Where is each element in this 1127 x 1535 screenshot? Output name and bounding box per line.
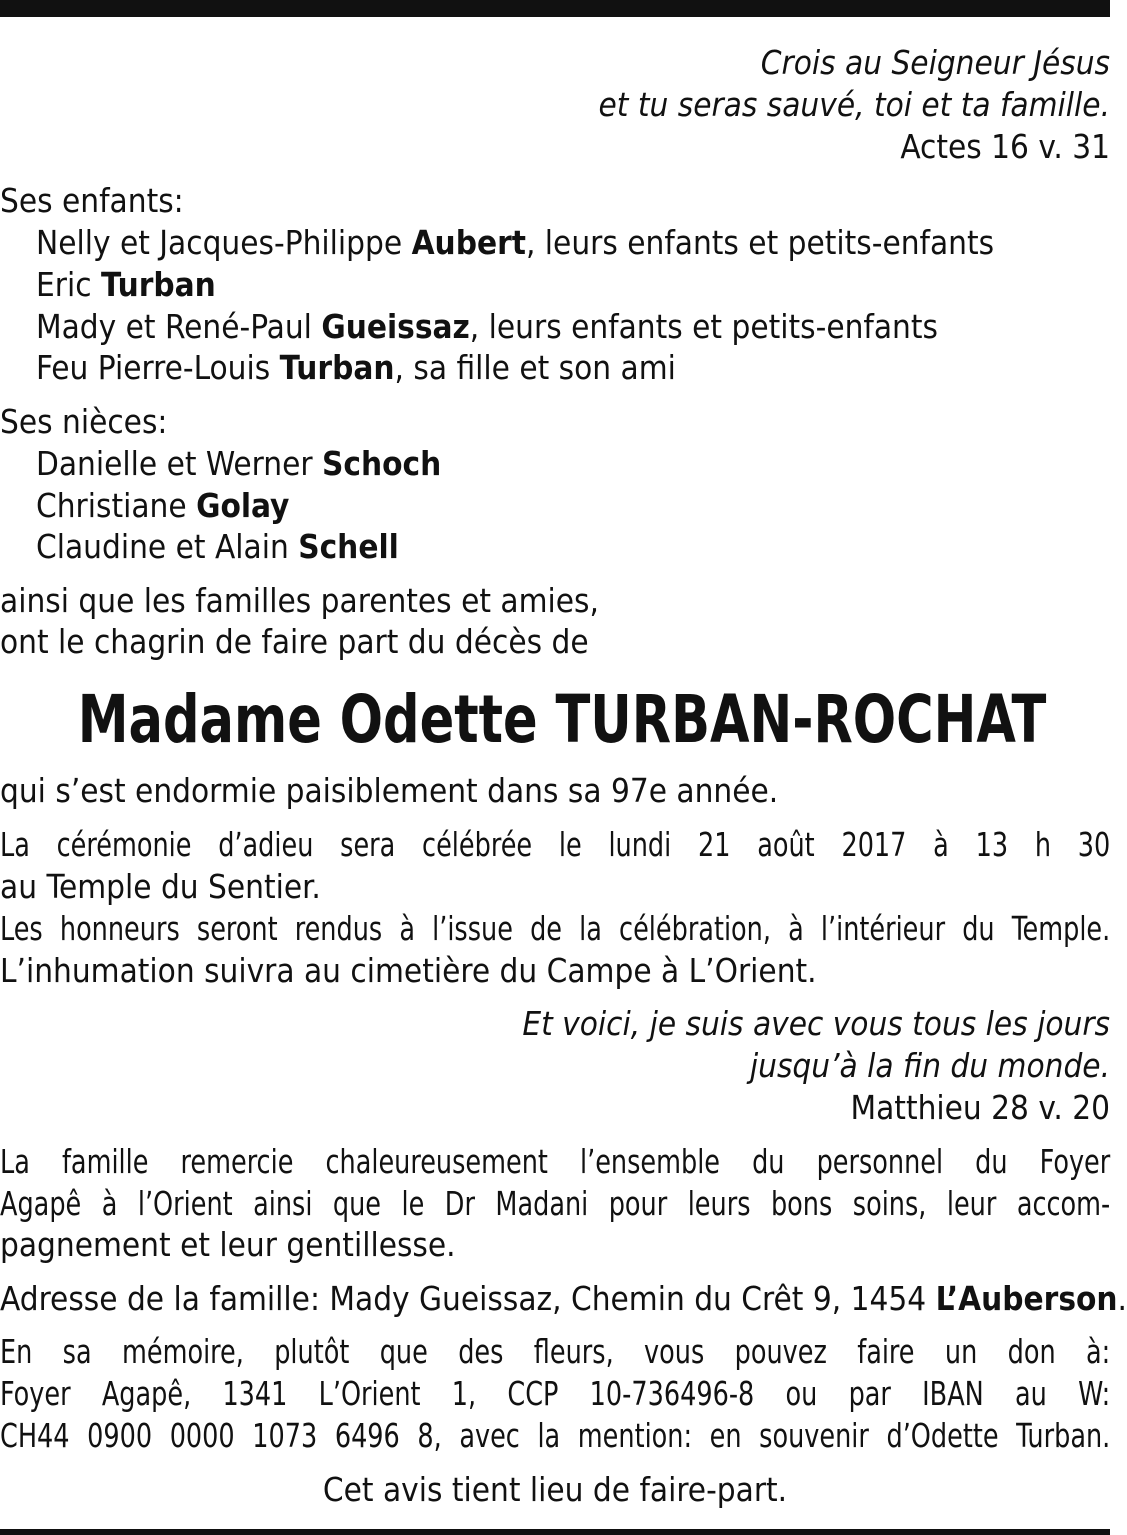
address-suffix: . (1117, 1279, 1127, 1318)
ceremony-line4: L’inhumation suivra au cimetière du Campe à L’Orient. (0, 951, 817, 990)
address-town: L’Auberson (935, 1279, 1118, 1318)
niece-given-names: Claudine et Alain (36, 527, 299, 566)
child-given-names: Eric (36, 265, 101, 304)
niece-given-names: Christiane (36, 486, 197, 525)
address-text: Adresse de la famille: Mady Gueissaz, Chemin du Crêt 9, 1454 (0, 1279, 936, 1318)
passing-statement: qui s’est endormie paisiblement dans sa 97e année. (0, 771, 779, 810)
children-heading: Ses enfants: (0, 181, 184, 220)
ceremony-line1: La cérémonie d’adieu sera célébrée le lundi 21 août 2017 à 13 h 30 (0, 825, 1111, 864)
donation-line1: En sa mémoire, plutôt que des fleurs, vous pouvez faire un don à: (0, 1332, 1111, 1371)
thanks-line2: Agapê à l’Orient ainsi que le Dr Madani pour leurs bons soins, leur accom- (0, 1184, 1111, 1223)
top-rule (0, 0, 1110, 17)
donation-line3: CH44 0900 0000 1073 6496 8, avec la mention: en souvenir d’Odette Turban. (0, 1416, 1111, 1455)
verse1-line1: Crois au Seigneur Jésus (760, 43, 1110, 82)
child-given-names: Nelly et Jacques-Philippe (36, 223, 412, 262)
thanks-line3: pagnement et leur gentillesse. (0, 1225, 456, 1264)
child-relatives: , sa fille et son ami (394, 348, 676, 387)
child-surname: Turban (100, 265, 216, 304)
ceremony-line2: au Temple du Sentier. (0, 867, 321, 906)
donation-line2: Foyer Agapê, 1341 L’Orient 1, CCP 10-736496-8 ou par IBAN au W: (0, 1374, 1111, 1413)
child-entry (0, 347, 1110, 389)
niece-surname: Schell (298, 527, 399, 566)
child-entry (0, 222, 1110, 264)
ceremony-line3: Les honneurs seront rendus à l’issue de la célébration, à l’intérieur du Temple. (0, 909, 1111, 948)
child-entry (0, 264, 1110, 306)
niece-surname: Golay (196, 486, 290, 525)
child-surname: Turban (279, 348, 395, 387)
niece-given-names: Danielle et Werner (36, 444, 322, 483)
verse1-reference: Actes 16 v. 31 (900, 127, 1110, 166)
bottom-rule (0, 1529, 1110, 1535)
deceased-name: Madame Odette TURBAN-ROCHAT (77, 681, 1047, 758)
child-given-names: Feu Pierre-Louis (36, 348, 280, 387)
niece-surname: Schoch (321, 444, 442, 483)
niece-entry (0, 526, 1110, 568)
child-entry (0, 306, 1110, 348)
child-surname: Gueissaz (321, 307, 470, 346)
child-relatives: , leurs enfants et petits-enfants (525, 223, 995, 262)
nieces-heading: Ses nièces: (0, 402, 168, 441)
intro-line2: ont le chagrin de faire part du décès de (0, 622, 589, 661)
family-address (0, 1278, 1127, 1320)
closing-note: Cet avis tient lieu de faire-part. (322, 1470, 788, 1509)
verse2-line2: jusqu’à la fin du monde. (749, 1046, 1110, 1085)
child-relatives: , leurs enfants et petits-enfants (469, 307, 938, 346)
niece-entry (0, 485, 1110, 527)
child-given-names: Mady et René-Paul (36, 307, 322, 346)
verse2-reference: Matthieu 28 v. 20 (850, 1088, 1110, 1127)
thanks-line1: La famille remercie chaleureusement l’ensemble du personnel du Foyer (0, 1142, 1111, 1181)
intro-line1: ainsi que les familles parentes et amies, (0, 581, 599, 620)
child-surname: Aubert (411, 223, 526, 262)
verse2-line1: Et voici, je suis avec vous tous les jours (522, 1004, 1110, 1043)
verse1-line2: et tu seras sauvé, toi et ta famille. (598, 85, 1110, 124)
niece-entry (0, 443, 1110, 485)
